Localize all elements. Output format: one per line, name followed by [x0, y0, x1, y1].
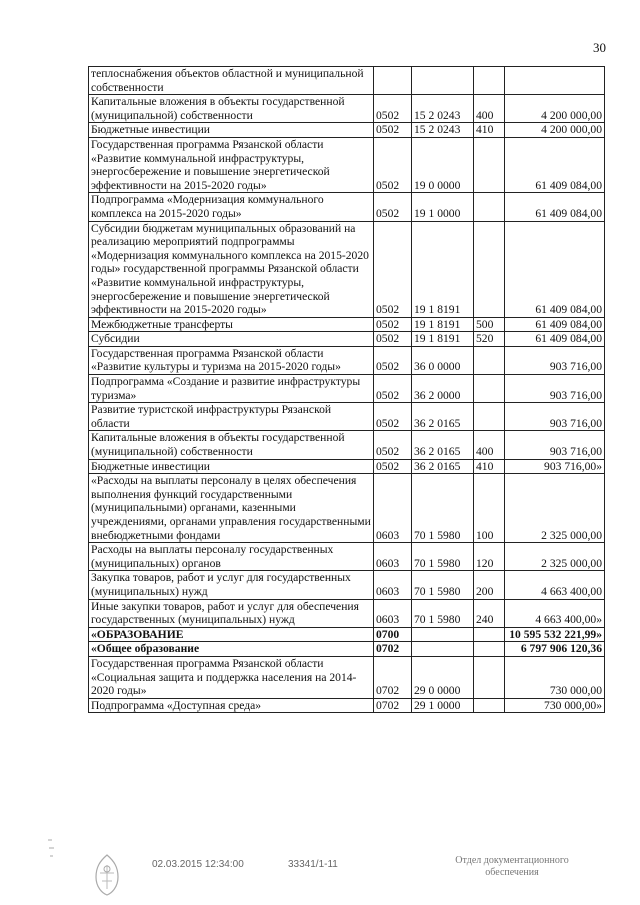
- row-sum-cell: 10 595 532 221,99»: [505, 627, 605, 642]
- row-vr-cell: [474, 642, 505, 657]
- row-vr-cell: [474, 67, 505, 95]
- row-section-cell: 0603: [374, 474, 412, 543]
- row-section-cell: 0603: [374, 543, 412, 571]
- row-target-cell: 70 1 5980: [412, 571, 474, 599]
- table-row: [89, 627, 605, 642]
- table-row: [89, 375, 605, 403]
- row-name-cell: «ОБРАЗОВАНИЕ: [89, 627, 374, 642]
- table-row: [89, 403, 605, 431]
- row-target-cell: 36 2 0165: [412, 459, 474, 474]
- table-row: [89, 459, 605, 474]
- row-vr-cell: 200: [474, 571, 505, 599]
- budget-table-body: [89, 67, 605, 713]
- table-row: [89, 599, 605, 627]
- table-row: [89, 137, 605, 192]
- row-vr-cell: [474, 346, 505, 374]
- footer-doc-number: 33341/1-11: [288, 859, 338, 870]
- row-section-cell: 0502: [374, 317, 412, 332]
- row-name-cell: Развитие туристской инфраструктуры Рязанской области: [89, 403, 374, 431]
- row-sum-cell: 903 716,00: [505, 375, 605, 403]
- row-name-cell: Субсидии: [89, 332, 374, 347]
- row-section-cell: 0502: [374, 123, 412, 138]
- row-vr-cell: 410: [474, 459, 505, 474]
- row-sum-cell: 6 797 906 120,36: [505, 642, 605, 657]
- row-target-cell: [412, 627, 474, 642]
- row-target-cell: 19 1 8191: [412, 332, 474, 347]
- row-sum-cell: 903 716,00: [505, 431, 605, 459]
- row-section-cell: 0502: [374, 403, 412, 431]
- row-sum-cell: 730 000,00: [505, 656, 605, 698]
- row-sum-cell: 730 000,00»: [505, 698, 605, 713]
- row-target-cell: 36 0 0000: [412, 346, 474, 374]
- row-name-cell: теплоснабжения объектов областной и муниципальной собственности: [89, 67, 374, 95]
- page-number: 30: [593, 40, 606, 55]
- row-target-cell: 29 0 0000: [412, 656, 474, 698]
- row-name-cell: Закупка товаров, работ и услуг для государственных (муниципальных) нужд: [89, 571, 374, 599]
- margin-marks: [46, 836, 60, 864]
- row-name-cell: Иные закупки товаров, работ и услуг для обеспечения государственных (муниципальных) нужд: [89, 599, 374, 627]
- row-name-cell: Субсидии бюджетам муниципальных образований на реализацию мероприятий подпрограммы «Модернизация коммунального комплекса на 2015-2020 годы» государственной программы Рязанской области «Развитие коммунальной инфраструктуры, энергосбережение и повышение энергетической эффективности на 2015-2020 годы»: [89, 221, 374, 317]
- row-sum-cell: 61 409 084,00: [505, 317, 605, 332]
- row-section-cell: 0502: [374, 332, 412, 347]
- row-sum-cell: 61 409 084,00: [505, 221, 605, 317]
- row-name-cell: Государственная программа Рязанской области «Развитие коммунальной инфраструктуры, энергосбережение и повышение энергетической эффективности на 2015-2020 годы»: [89, 137, 374, 192]
- table-row: [89, 67, 605, 95]
- row-name-cell: Государственная программа Рязанской области «Социальная защита и поддержка населения на 2014-2020 годы»: [89, 656, 374, 698]
- row-name-cell: Подпрограмма «Доступная среда»: [89, 698, 374, 713]
- row-section-cell: 0603: [374, 599, 412, 627]
- row-section-cell: 0700: [374, 627, 412, 642]
- row-section-cell: 0502: [374, 221, 412, 317]
- row-target-cell: 19 1 8191: [412, 317, 474, 332]
- row-name-cell: Капитальные вложения в объекты государственной (муниципальной) собственности: [89, 95, 374, 123]
- table-row: [89, 332, 605, 347]
- row-sum-cell: 61 409 084,00: [505, 332, 605, 347]
- row-vr-cell: 100: [474, 474, 505, 543]
- row-vr-cell: 500: [474, 317, 505, 332]
- row-vr-cell: [474, 627, 505, 642]
- row-name-cell: Подпрограмма «Создание и развитие инфраструктуры туризма»: [89, 375, 374, 403]
- table-row: [89, 123, 605, 138]
- row-target-cell: 36 2 0165: [412, 403, 474, 431]
- row-vr-cell: 520: [474, 332, 505, 347]
- row-target-cell: 15 2 0243: [412, 123, 474, 138]
- row-sum-cell: 61 409 084,00: [505, 193, 605, 221]
- table-row: [89, 642, 605, 657]
- row-name-cell: «Расходы на выплаты персоналу в целях обеспечения выполнения функций государственными (муниципальными) органами, казенными учреждениями, органами управления государственными внебюджетными фондами: [89, 474, 374, 543]
- row-vr-cell: 120: [474, 543, 505, 571]
- row-section-cell: 0502: [374, 137, 412, 192]
- row-section-cell: 0502: [374, 431, 412, 459]
- row-sum-cell: 61 409 084,00: [505, 137, 605, 192]
- row-target-cell: [412, 642, 474, 657]
- row-target-cell: 15 2 0243: [412, 95, 474, 123]
- row-section-cell: 0702: [374, 698, 412, 713]
- footer-department: Отдел документационного обеспечения: [455, 855, 569, 878]
- row-sum-cell: 4 200 000,00: [505, 95, 605, 123]
- row-name-cell: Капитальные вложения в объекты государственной (муниципальной) собственности: [89, 431, 374, 459]
- row-target-cell: 19 0 0000: [412, 137, 474, 192]
- row-vr-cell: [474, 698, 505, 713]
- stamp-emblem-icon: [86, 851, 128, 904]
- table-row: [89, 571, 605, 599]
- footer-date: 02.03.2015 12:34:00: [152, 859, 244, 870]
- row-sum-cell: [505, 67, 605, 95]
- row-vr-cell: [474, 221, 505, 317]
- row-section-cell: 0702: [374, 642, 412, 657]
- row-sum-cell: 903 716,00: [505, 403, 605, 431]
- row-sum-cell: 4 200 000,00: [505, 123, 605, 138]
- row-section-cell: [374, 67, 412, 95]
- row-target-cell: 70 1 5980: [412, 474, 474, 543]
- row-sum-cell: 4 663 400,00»: [505, 599, 605, 627]
- table-row: [89, 95, 605, 123]
- row-vr-cell: [474, 375, 505, 403]
- row-name-cell: Межбюджетные трансферты: [89, 317, 374, 332]
- table-row: [89, 193, 605, 221]
- row-target-cell: [412, 67, 474, 95]
- row-section-cell: 0502: [374, 459, 412, 474]
- row-section-cell: 0603: [374, 571, 412, 599]
- row-vr-cell: 240: [474, 599, 505, 627]
- row-name-cell: Расходы на выплаты персоналу государственных (муниципальных) органов: [89, 543, 374, 571]
- row-section-cell: 0502: [374, 95, 412, 123]
- row-target-cell: 19 1 0000: [412, 193, 474, 221]
- row-section-cell: 0702: [374, 656, 412, 698]
- table-row: [89, 431, 605, 459]
- row-section-cell: 0502: [374, 346, 412, 374]
- row-vr-cell: 400: [474, 431, 505, 459]
- row-name-cell: Бюджетные инвестиции: [89, 123, 374, 138]
- row-name-cell: Подпрограмма «Модернизация коммунального комплекса на 2015-2020 годы»: [89, 193, 374, 221]
- row-sum-cell: 903 716,00: [505, 346, 605, 374]
- row-vr-cell: 410: [474, 123, 505, 138]
- row-name-cell: Бюджетные инвестиции: [89, 459, 374, 474]
- row-vr-cell: 400: [474, 95, 505, 123]
- row-sum-cell: 2 325 000,00: [505, 543, 605, 571]
- row-target-cell: 19 1 8191: [412, 221, 474, 317]
- row-target-cell: 36 2 0165: [412, 431, 474, 459]
- table-row: [89, 221, 605, 317]
- table-row: [89, 656, 605, 698]
- row-target-cell: 29 1 0000: [412, 698, 474, 713]
- row-vr-cell: [474, 193, 505, 221]
- row-vr-cell: [474, 137, 505, 192]
- table-row: [89, 474, 605, 543]
- row-vr-cell: [474, 403, 505, 431]
- footer: [0, 845, 640, 905]
- row-name-cell: «Общее образование: [89, 642, 374, 657]
- row-name-cell: Государственная программа Рязанской области «Развитие культуры и туризма на 2015-2020 годы»: [89, 346, 374, 374]
- table-row: [89, 543, 605, 571]
- table-row: [89, 698, 605, 713]
- row-sum-cell: 4 663 400,00: [505, 571, 605, 599]
- row-section-cell: 0502: [374, 375, 412, 403]
- table-row: [89, 346, 605, 374]
- row-section-cell: 0502: [374, 193, 412, 221]
- row-target-cell: 36 2 0000: [412, 375, 474, 403]
- budget-table: [88, 66, 605, 713]
- row-sum-cell: 2 325 000,00: [505, 474, 605, 543]
- row-vr-cell: [474, 656, 505, 698]
- table-row: [89, 317, 605, 332]
- row-sum-cell: 903 716,00»: [505, 459, 605, 474]
- row-target-cell: 70 1 5980: [412, 543, 474, 571]
- row-target-cell: 70 1 5980: [412, 599, 474, 627]
